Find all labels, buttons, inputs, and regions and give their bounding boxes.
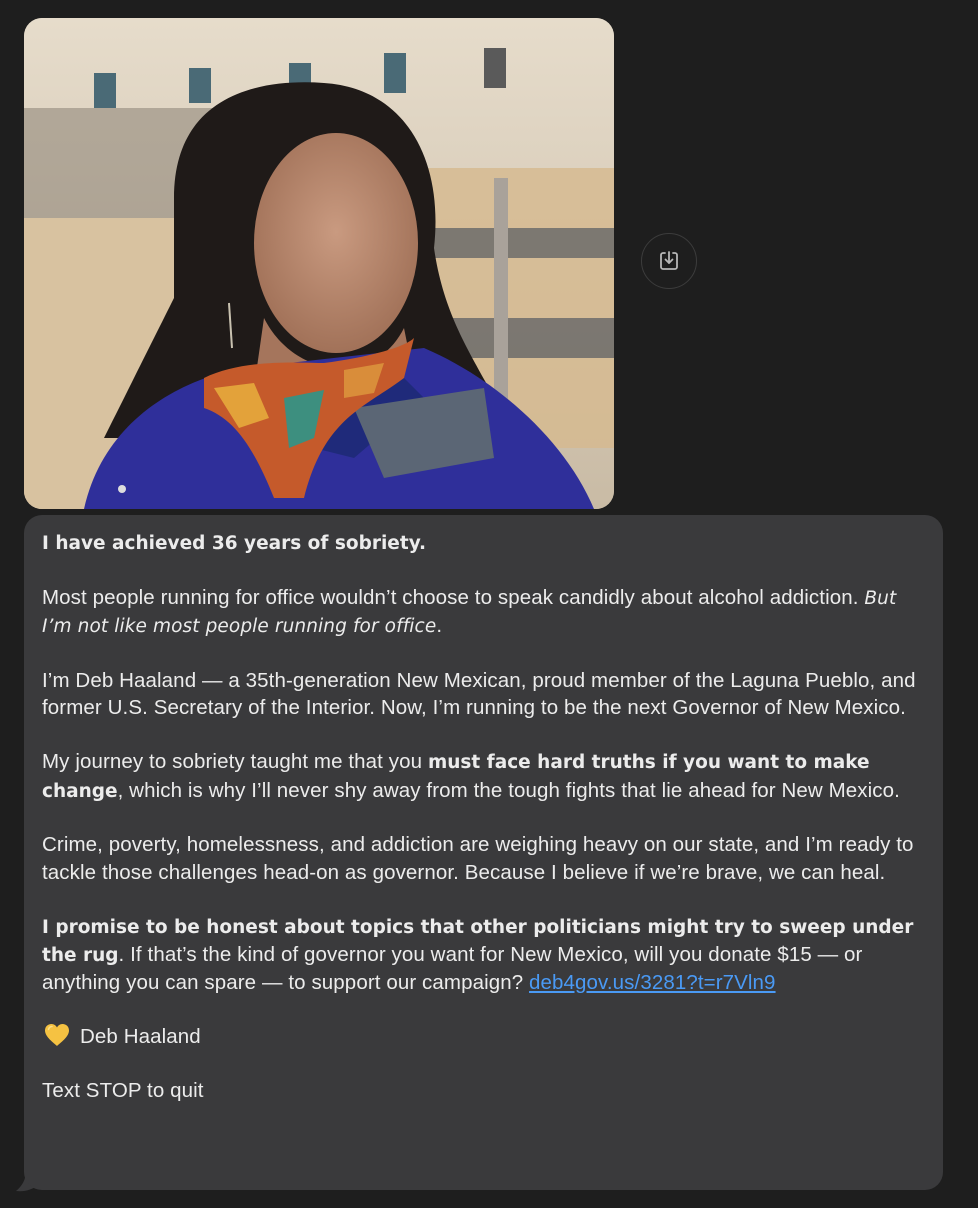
yellow-heart-icon <box>44 1023 70 1047</box>
save-download-icon <box>657 249 681 273</box>
message-signature: Deb Haaland <box>42 1023 925 1050</box>
message-photo[interactable] <box>24 18 614 509</box>
donation-link[interactable]: deb4gov.us/3281?t=r7Vln9 <box>529 971 776 995</box>
message-paragraph: Crime, poverty, homelessness, and addiction are weighing heavy on our state, and I’m ready to tackle those challenges head-on as governor. Because I believe if we’re brave, we can heal. <box>42 833 914 884</box>
message-footer: Text STOP to quit <box>42 1079 204 1103</box>
message-paragraph: I’m Deb Haaland — a 35th-generation New Mexican, proud member of the Laguna Pueblo, and former U.S. Secretary of the Interior. Now, I’m running to be the next Governor of New Mexico. <box>42 669 916 720</box>
message-headline: I have achieved 36 years of sobriety. <box>42 533 427 554</box>
save-download-button[interactable] <box>641 233 697 289</box>
message-paragraph: My journey to sobriety taught me that you must face hard truths if you want to make change, which is why I’ll never shy away from the tough fights that lie ahead for New Mexico. <box>42 750 900 802</box>
message-bubble <box>24 515 943 1190</box>
message-paragraph: I promise to be honest about topics that other politicians might try to sweep under the rug. If that’s the kind of governor you want for New Mexico, will you donate $15 — or anything you can spare — to support our campaign? deb4gov.us/3281?t=r7Vln9 <box>42 916 914 995</box>
message-paragraph: Most people running for office wouldn’t choose to speak candidly about alcohol addiction. But I’m not like most people running for office. <box>42 585 897 638</box>
